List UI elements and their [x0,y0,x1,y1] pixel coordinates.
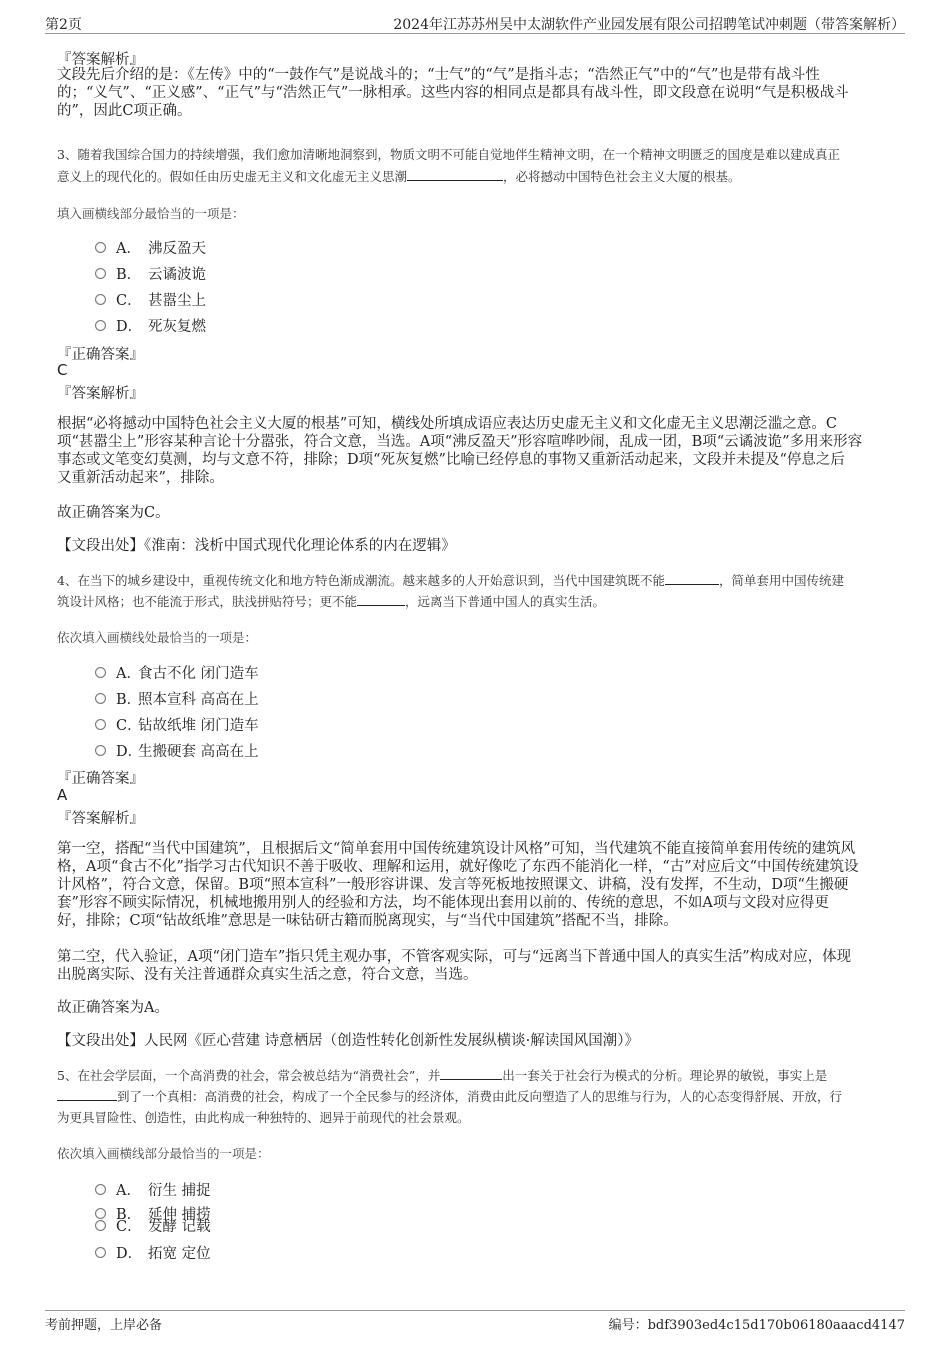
question-4-prompt: 依次填入画横线处最恰当的一项是： [57,630,258,645]
radio-icon[interactable] [95,320,106,331]
correct-answer-label: 『正确答案』 [57,771,144,787]
radio-icon[interactable] [95,1184,106,1195]
conclusion: 故正确答案为C。 [57,505,170,521]
analysis-line: 的；“义气”、“正义感”、“正气”与“浩然正气”一脉相承。这些内容的相同点是都具有战斗性，即文段意在说明“气是积极战斗 [57,85,849,101]
analysis-line: 第二空，代入验证，A项“闭门造车”指只凭主观办事，不管客观实际，可与“远离当下普通中国人的真实生活”构成对应，体现 [57,949,852,965]
option-d[interactable]: D． 死灰复燃 [95,315,206,336]
document-id: 编号：bdf3903ed4c15d170b06180aaacd4147 [608,1318,905,1333]
analysis-line: 格，A项“食古不化”指学习古代知识不善于吸收、理解和运用，就好像吃了东西不能消化一样，“古”对应后文“中国传统建筑设 [57,859,859,875]
answer-blank [357,605,405,606]
analysis-label: 『答案解析』 [57,386,144,402]
question-5-line-3: 为更具冒险性、创造性，由此构成一种独特的、迥异于前现代的社会景观。 [57,1110,470,1125]
radio-icon[interactable] [95,242,106,253]
page-number: 第2页 [45,17,82,33]
question-3-prompt: 填入画横线部分最恰当的一项是： [57,206,245,221]
analysis-line: 项“甚嚣尘上”形容某种言论十分嚣张，符合文意，当选。A项“沸反盈天”形容喧哗吵闹，乱成一团，B项“云谲波诡”多用来形容 [57,434,863,450]
answer-blank [665,584,719,585]
source: 【文段出处】人民网《匠心营建 诗意栖居（创造性转化创新性发展纵横谈·解读国风国潮）》 [57,1033,639,1049]
radio-icon[interactable] [95,294,106,305]
radio-icon[interactable] [95,1247,106,1258]
analysis-line: 第一空，搭配“当代中国建筑”，且根据后文“简单套用中国传统建筑设计风格”可知，当代建筑不能直接简单套用传统的建筑风 [57,841,856,857]
option-c[interactable]: C． 发酵 记载 [95,1215,211,1236]
question-5-line-1: 5、在社会学层面，一个高消费的社会，常会被总结为“消费社会”，并 出一套关于社会行为模式的分析。理论界的敏锐，事实上是 [57,1068,828,1083]
correct-answer: A [57,786,68,804]
correct-answer-label: 『正确答案』 [57,347,144,363]
option-d[interactable]: D． 拓宽 定位 [95,1242,211,1263]
analysis-line: 好，排除；C项“钻故纸堆”意思是一味钻研古籍而脱离现实，与“当代中国建筑”搭配不当，排除。 [57,913,678,929]
option-b[interactable]: B． 云谲波诡 [95,263,206,284]
analysis-line: 事态或文笔变幻莫测，均与文意不符，排除；D项“死灰复燃”比喻已经停息的事物又重新活动起来，文段并未提及“停息之后 [57,452,845,468]
conclusion: 故正确答案为A。 [57,1000,169,1016]
option-b[interactable]: B． 延伸 捕捞 [95,1203,211,1224]
analysis-line: 的”，因此C项正确。 [57,103,192,119]
analysis-line: 出脱离实际、没有关注普通群众真实生活之意，符合文意，当选。 [57,967,478,983]
source: 【文段出处】《淮南：浅析中国式现代化理论体系的内在逻辑》 [57,538,456,554]
correct-answer: C [57,361,68,379]
option-c[interactable]: C． 甚嚣尘上 [95,289,206,310]
analysis-line: 根据“必将撼动中国特色社会主义大厦的根基”可知，横线处所填成语应表达历史虚无主义和文化虚无主义思潮泛滥之意。C [57,416,837,432]
analysis-line: 计风格”，符合文意，保留。B项“照本宣科”一般形容讲课、发言等死板地按照课文、讲稿，没有发挥，不生动，D项“生搬硬 [57,877,849,893]
question-5-prompt: 依次填入画横线部分最恰当的一项是： [57,1146,270,1161]
answer-blank [440,1079,502,1080]
radio-icon[interactable] [95,693,106,704]
analysis-label: 『答案解析』 [57,811,144,827]
analysis-line: 套”形容不顾实际情况，机械地搬用别人的经验和方法，均不能体现出套用以前的、传统的意思，不如A项与文段对应得更 [57,895,829,911]
analysis-line: 文段先后介绍的是：《左传》中的“一鼓作气”是说战斗的；“士气”的“气”是指斗志；“浩然正气”中的“气”也是带有战斗性 [57,67,820,83]
question-3-line-1: 3、随着我国综合国力的持续增强，我们愈加清晰地洞察到，物质文明不可能自觉地伴生精神文明，在一个精神文明匮乏的国度是难以建成真正 [57,147,840,162]
radio-icon[interactable] [95,1220,106,1231]
question-3-line-2: 意义上的现代化的。假如任由历史虚无主义和文化虚无主义思潮 ，必将撼动中国特色社会主义大厦的根基。 [57,169,741,184]
question-4-line-2: 筑设计风格；也不能流于形式，肤浅拼贴符号；更不能 ，远离当下普通中国人的真实生活。 [57,594,606,609]
header-divider [45,33,905,34]
footer-divider [45,1310,905,1311]
option-d[interactable]: D． 生搬硬套 高高在上 [95,740,259,761]
option-a[interactable]: A． 沸反盈天 [95,237,206,258]
radio-icon[interactable] [95,745,106,756]
radio-icon[interactable] [95,268,106,279]
radio-icon[interactable] [95,667,106,678]
question-4-line-1: 4、在当下的城乡建设中，重视传统文化和地方特色渐成潮流。越来越多的人开始意识到，当代中国建筑既不能 ，简单套用中国传统建 [57,573,844,588]
question-5-line-2: 到了一个真相：高消费的社会，构成了一个全民参与的经济体，消费由此反向塑造了人的思维与行为，人的心态变得舒展、开放，行 [57,1089,842,1104]
option-a[interactable]: A． 衍生 捕捉 [95,1179,211,1200]
analysis-label: 『答案解析』 [57,52,144,68]
option-c[interactable]: C． 钻故纸堆 闭门造车 [95,714,259,735]
document-title: 2024年江苏苏州吴中太湖软件产业园发展有限公司招聘笔试冲刺题（带答案解析） [393,17,905,33]
answer-blank [57,1100,117,1101]
answer-blank [407,180,503,181]
radio-icon[interactable] [95,719,106,730]
analysis-line: 又重新活动起来”，排除。 [57,470,224,486]
footer-slogan: 考前押题，上岸必备 [45,1318,163,1333]
option-a[interactable]: A． 食古不化 闭门造车 [95,662,259,683]
option-b[interactable]: B． 照本宣科 高高在上 [95,688,259,709]
